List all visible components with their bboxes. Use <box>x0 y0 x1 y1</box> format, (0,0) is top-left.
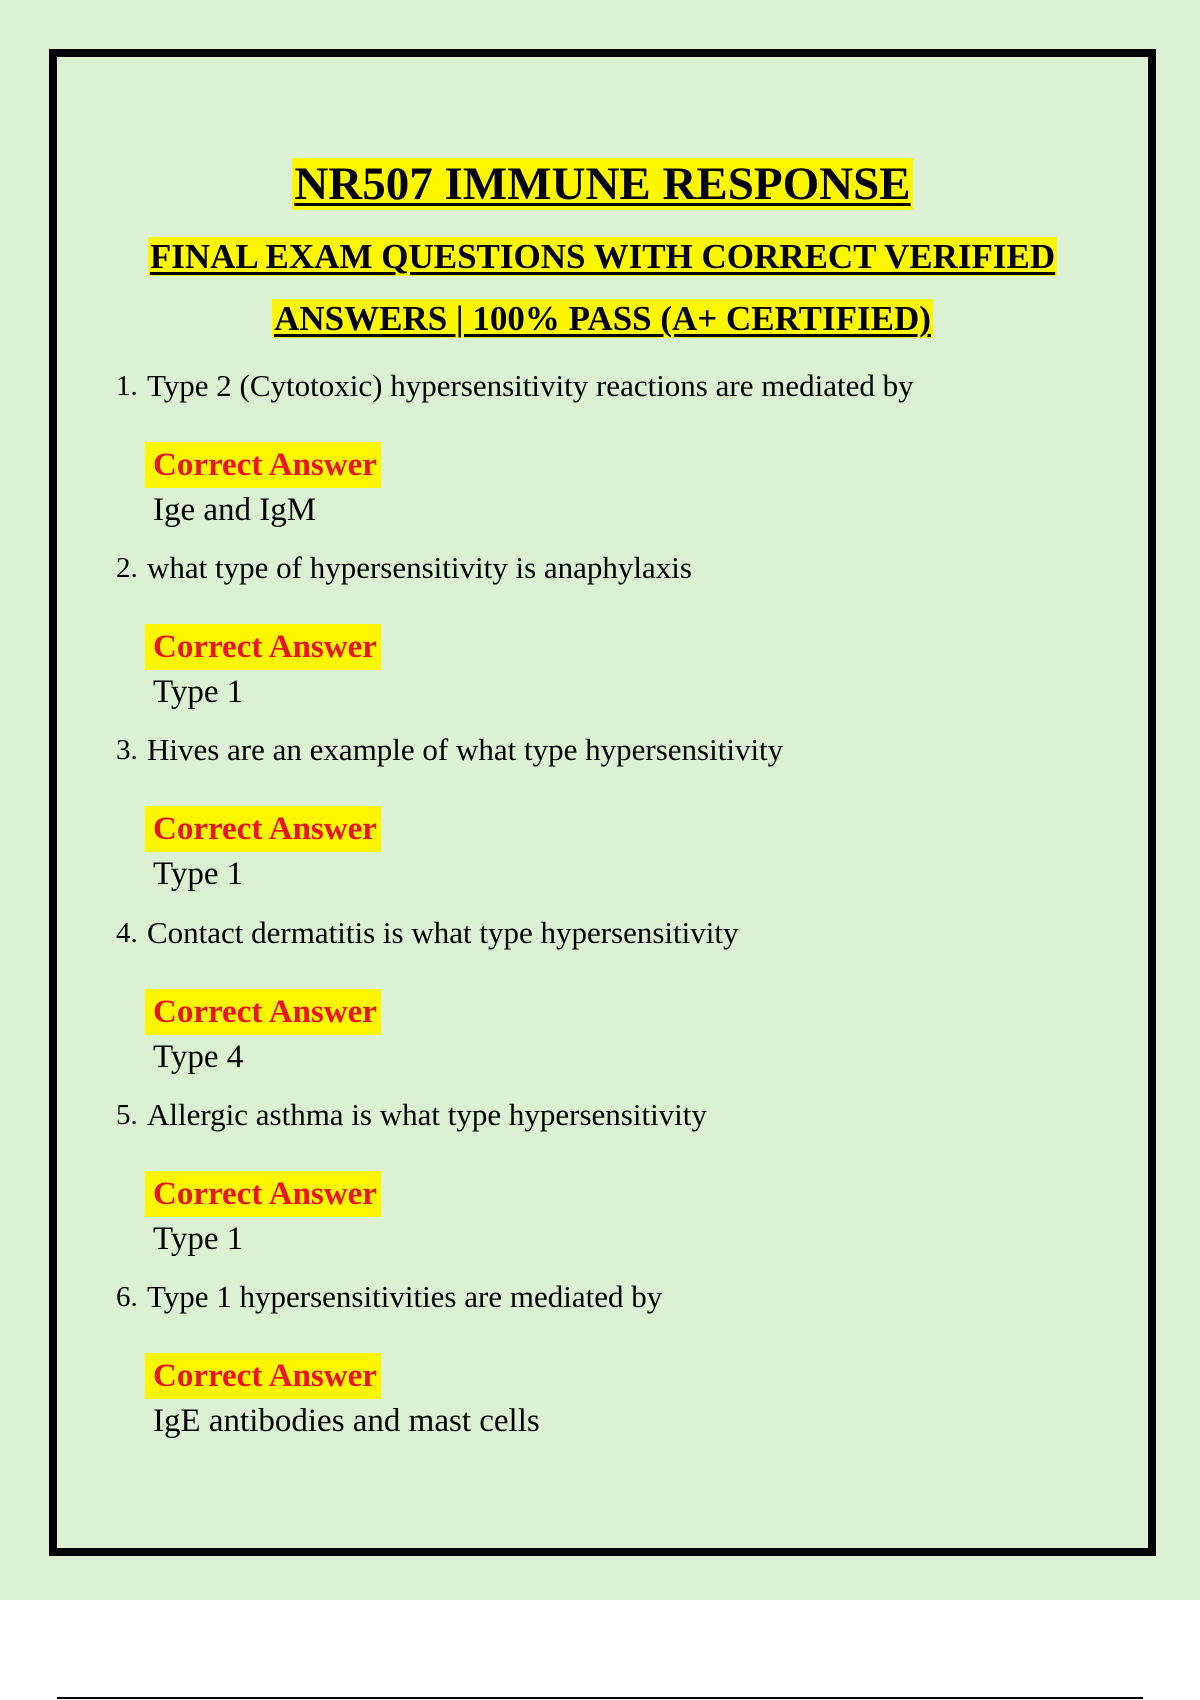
question-item-1 <box>57 366 1148 548</box>
question-text: what type of hypersensitivity is anaphylaxis <box>147 550 692 585</box>
question-number: 6. <box>116 1281 138 1313</box>
correct-answer-label: Correct Answer <box>145 624 381 670</box>
question-text: Type 2 (Cytotoxic) hypersensitivity reactions are mediated by <box>147 368 914 403</box>
question-text: Type 1 hypersensitivities are mediated by <box>147 1279 663 1314</box>
answer-text: Ige and IgM <box>153 492 317 528</box>
document-subtitle-line-2 <box>57 299 1148 339</box>
question-item-6 <box>57 1277 1148 1459</box>
document-title <box>57 157 1148 211</box>
correct-answer-label: Correct Answer <box>145 989 381 1035</box>
answer-text: Type 1 <box>153 1221 244 1257</box>
answer-text: Type 1 <box>153 674 244 710</box>
question-number: 2. <box>116 552 138 584</box>
document-title-text: NR507 IMMUNE RESPONSE <box>294 158 911 210</box>
question-number: 1. <box>116 370 138 402</box>
correct-answer-label: Correct Answer <box>145 1353 381 1399</box>
footer-divider <box>57 1697 1143 1699</box>
question-number: 5. <box>116 1099 138 1131</box>
question-item-3 <box>57 730 1148 912</box>
question-text: Contact dermatitis is what type hypersensitivity <box>147 915 739 950</box>
answer-text: Type 1 <box>153 856 244 892</box>
answer-text: IgE antibodies and mast cells <box>153 1403 540 1439</box>
question-text: Allergic asthma is what type hypersensitivity <box>147 1097 707 1132</box>
question-number: 3. <box>116 734 138 766</box>
question-item-2 <box>57 548 1148 730</box>
correct-answer-label: Correct Answer <box>145 442 381 488</box>
correct-answer-label: Correct Answer <box>145 806 381 852</box>
correct-answer-label: Correct Answer <box>145 1171 381 1217</box>
document-subtitle-line-2-text: ANSWERS | 100% PASS (A+ CERTIFIED) <box>274 299 931 338</box>
question-text: Hives are an example of what type hypersensitivity <box>147 732 784 767</box>
question-item-4 <box>57 913 1148 1095</box>
question-item-5 <box>57 1095 1148 1277</box>
document-frame <box>49 49 1156 1556</box>
document-subtitle-line-1-text: FINAL EXAM QUESTIONS WITH CORRECT VERIFIED <box>149 237 1056 276</box>
document-subtitle-line-1 <box>57 237 1148 277</box>
question-number: 4. <box>116 917 138 949</box>
answer-text: Type 4 <box>153 1039 244 1075</box>
